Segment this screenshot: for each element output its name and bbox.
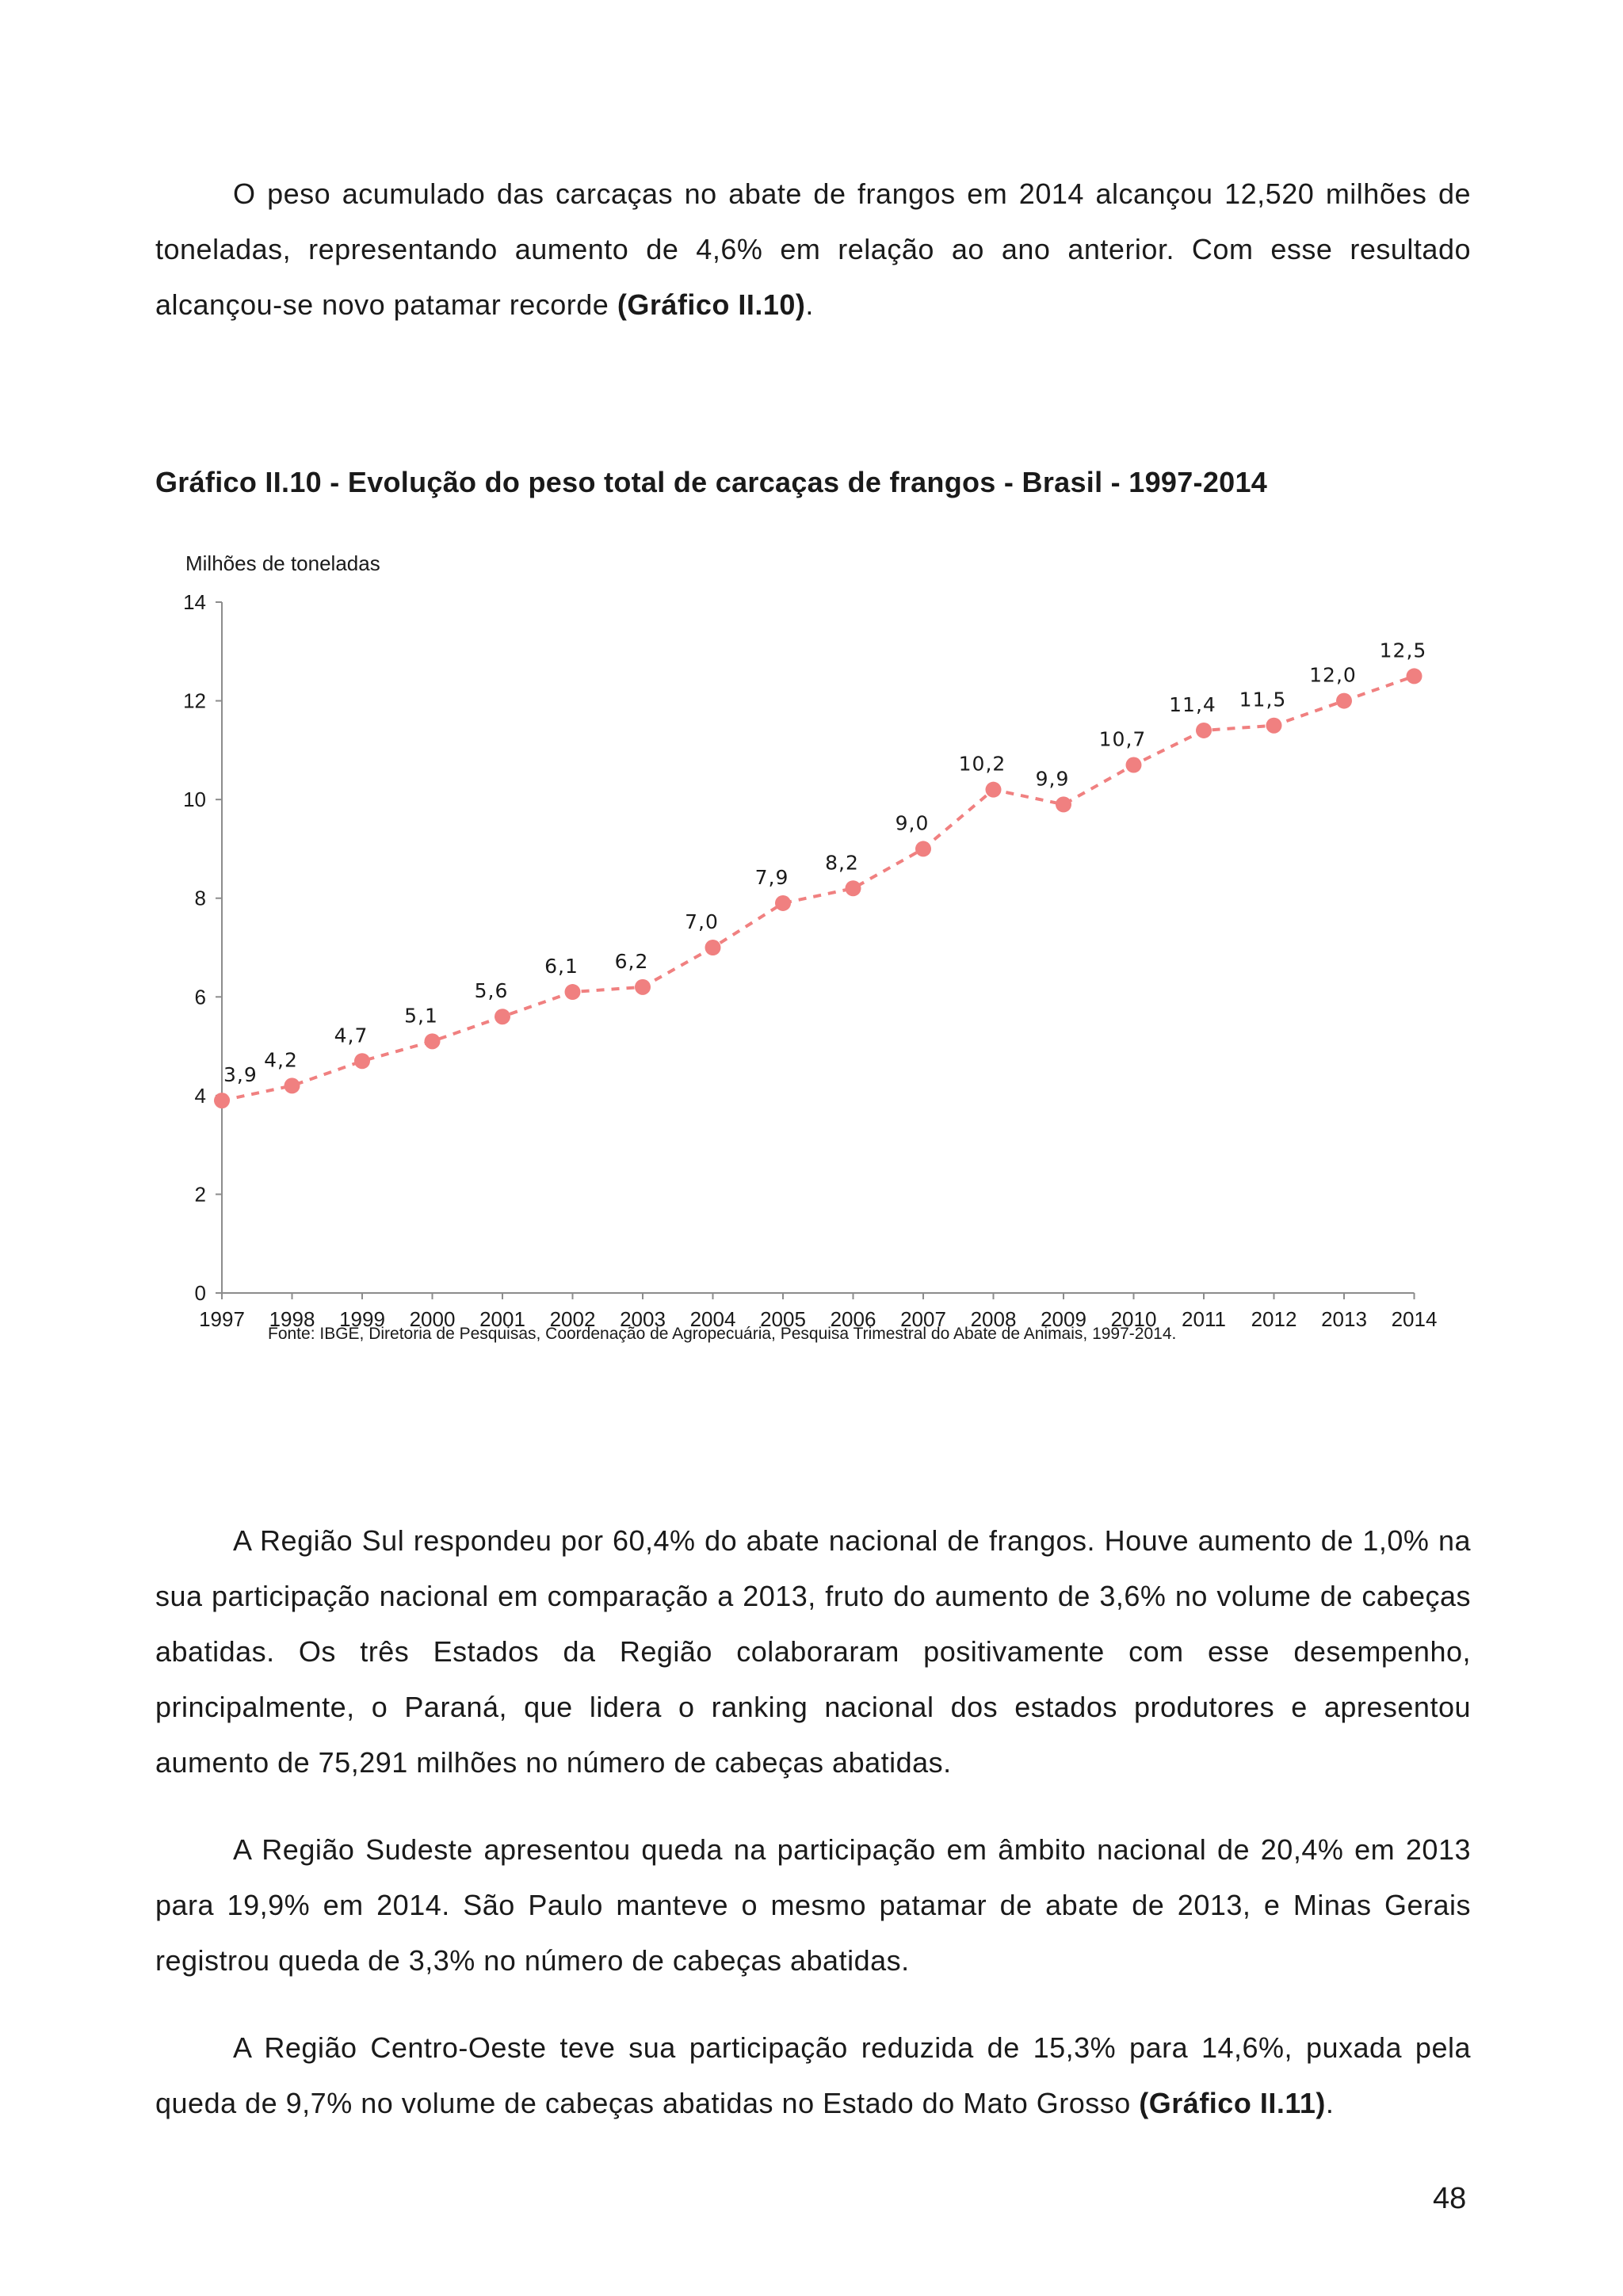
data-label: 8,2 — [825, 851, 859, 875]
data-point — [1336, 693, 1352, 709]
data-label: 6,2 — [614, 949, 649, 973]
data-point — [1126, 757, 1142, 773]
x-tick-label: 1998 — [269, 1307, 315, 1331]
x-tick-label: 2009 — [1041, 1307, 1086, 1331]
data-label: 4,7 — [334, 1024, 369, 1047]
y-tick-label: 14 — [183, 590, 206, 614]
data-point — [775, 895, 791, 911]
data-point — [846, 880, 861, 896]
y-tick-label: 2 — [194, 1182, 206, 1207]
data-label: 10,7 — [1098, 727, 1147, 751]
data-label: 12,5 — [1379, 639, 1427, 662]
southeast-region-paragraph — [155, 1822, 1471, 1989]
y-tick-label: 6 — [194, 985, 206, 1009]
x-tick-label: 2004 — [689, 1307, 736, 1331]
data-point — [214, 1093, 230, 1108]
y-tick-label: 4 — [194, 1083, 206, 1108]
data-label: 9,9 — [1035, 767, 1070, 791]
data-point — [285, 1077, 300, 1093]
center-west-chart-reference: (Gráfico II.11) — [1139, 2087, 1326, 2119]
x-tick-label: 2007 — [900, 1307, 946, 1331]
x-tick-label: 2008 — [970, 1307, 1017, 1331]
x-tick-label: 1997 — [199, 1307, 245, 1331]
data-point — [354, 1053, 370, 1069]
data-label: 7,9 — [754, 865, 789, 889]
data-label: 9,0 — [895, 811, 930, 835]
data-point — [1266, 718, 1282, 734]
data-label: 6,1 — [544, 955, 579, 978]
page-number: 48 — [1433, 2182, 1467, 2215]
x-tick-label: 1999 — [339, 1307, 385, 1331]
data-point — [495, 1009, 510, 1024]
data-point — [1407, 668, 1423, 684]
data-point — [425, 1033, 441, 1049]
series-line — [222, 676, 1415, 1100]
data-point — [986, 782, 1002, 798]
x-tick-label: 2006 — [830, 1307, 876, 1331]
south-region-paragraph — [155, 1513, 1471, 1791]
south-region-text: A Região Sul respondeu por 60,4% do abate nacional de frangos. Houve aumento de 1,0% na sua participação nacional em comparação a 2013, fruto do aumento de 3,6% no volume de cabeças abatidas. Os três Estados da Região colaboraram positivamente com esse desempenho, principalmente, o Paraná, que lidera o ranking nacional dos estados produtores e apresentou aumento de 75,291 milhões no número de cabeças abatidas. — [155, 1524, 1471, 1779]
data-label: 11,4 — [1169, 692, 1216, 716]
intro-chart-reference: (Gráfico II.10) — [617, 288, 806, 321]
chart-marks — [214, 639, 1426, 1108]
x-tick-label: 2002 — [549, 1307, 596, 1331]
intro-end: . — [805, 288, 814, 321]
data-point — [635, 979, 651, 995]
data-label: 12,0 — [1309, 663, 1357, 687]
y-axis-unit-label: Milhões de toneladas — [185, 551, 380, 575]
data-point — [565, 984, 581, 1000]
x-tick-label: 2000 — [409, 1307, 456, 1331]
data-point — [1196, 723, 1212, 738]
data-point — [705, 940, 721, 955]
center-west-text: A Região Centro-Oeste teve sua participação reduzida de 15,3% para 14,6%, puxada pela queda de 9,7% no volume de cabeças abatidas no Estado do Mato Grosso — [155, 2031, 1471, 2119]
data-label: 7,0 — [685, 910, 719, 933]
y-tick-label: 10 — [183, 788, 206, 812]
data-label: 4,2 — [264, 1048, 298, 1072]
data-label: 10,2 — [958, 752, 1006, 776]
x-tick-label: 2001 — [479, 1307, 525, 1331]
data-point — [1056, 796, 1071, 812]
data-label: 5,6 — [474, 979, 509, 1003]
intro-text: O peso acumulado das carcaças no abate de frangos em 2014 alcançou 12,520 milhões de toneladas, representando aumento de 4,6% em relação ao ano anterior. Com esse resultado alcançou-se novo patamar recorde — [155, 177, 1471, 321]
x-tick-label: 2010 — [1110, 1307, 1157, 1331]
data-point — [915, 841, 931, 856]
data-label: 11,5 — [1239, 688, 1287, 711]
line-chart — [151, 547, 1482, 1347]
x-tick-label: 2012 — [1251, 1307, 1297, 1331]
data-label: 5,1 — [404, 1004, 438, 1028]
x-tick-label: 2005 — [760, 1307, 806, 1331]
center-west-end: . — [1325, 2087, 1335, 2119]
x-tick-label: 2011 — [1182, 1307, 1226, 1331]
y-tick-label: 8 — [194, 886, 206, 910]
center-west-paragraph — [155, 2020, 1471, 2131]
chart-source-note: Fonte: IBGE, Diretoria de Pesquisas, Coordenação de Agropecuária, Pesquisa Trimestral do Abate de Animais, 1997-2014. — [268, 1325, 1177, 1343]
chart-title: Gráfico II.10 - Evolução do peso total de carcaças de frangos - Brasil - 1997-2014 — [155, 466, 1268, 498]
x-tick-label: 2003 — [620, 1307, 666, 1331]
y-tick-label: 12 — [183, 688, 206, 713]
data-label: 3,9 — [223, 1063, 258, 1087]
southeast-region-text: A Região Sudeste apresentou queda na participação em âmbito nacional de 20,4% em 2013 para 19,9% em 2014. São Paulo manteve o mesmo patamar de abate de 2013, e Minas Gerais registrou queda de 3,3% no número de cabeças abatidas. — [155, 1833, 1471, 1977]
x-tick-label: 2014 — [1391, 1307, 1438, 1331]
intro-paragraph — [155, 166, 1471, 333]
x-tick-label: 2013 — [1321, 1307, 1367, 1331]
y-tick-label: 0 — [194, 1281, 206, 1305]
